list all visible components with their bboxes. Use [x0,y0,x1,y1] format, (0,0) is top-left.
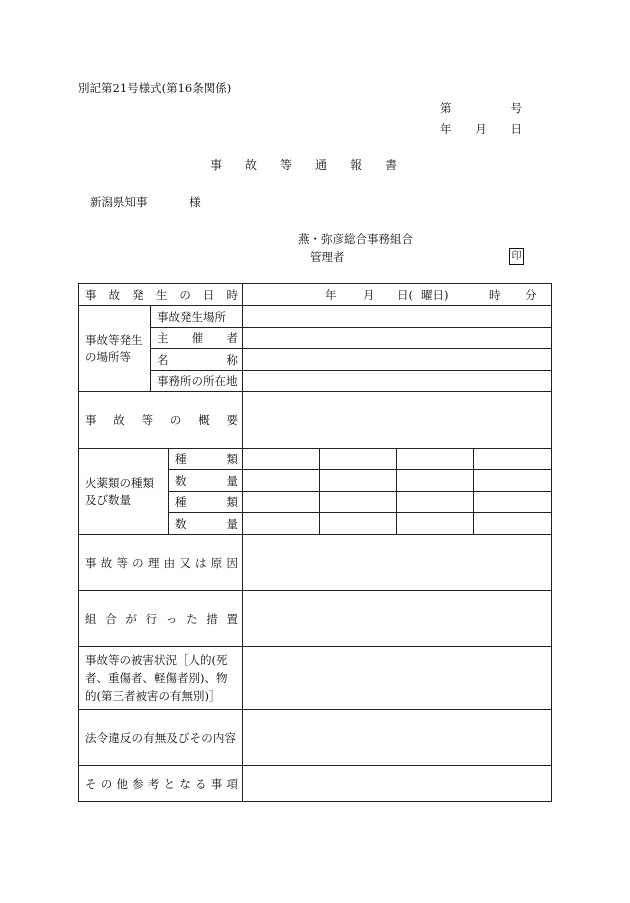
explosives-cell[interactable] [474,492,552,513]
explosives-row-label: 数量 [169,470,243,492]
location-row-value[interactable] [243,328,552,349]
explosives-cell[interactable] [397,470,474,492]
damage-label: 事故等の被害状況［人的(死者、重傷者、軽傷者別)、物的(第三者被害の有無別)］ [79,647,243,710]
explosives-group-label: 火薬類の種類及び数量 [79,449,169,535]
explosives-cell[interactable] [474,470,552,492]
explosives-row-label: 種類 [169,492,243,513]
summary-value[interactable] [243,392,552,449]
explosives-cell[interactable] [320,449,397,470]
explosives-cell[interactable] [397,492,474,513]
explosives-cell[interactable] [397,513,474,535]
report-table [78,283,552,802]
date-year: 年 [440,122,452,136]
location-row-value[interactable] [243,371,552,392]
summary-row [79,392,552,449]
document-date [440,121,522,137]
location-row-label: 名称 [151,349,243,371]
reason-label: 事故等の理由又は原因 [79,535,243,591]
manager-label: 管理者 [310,250,345,264]
reason-row [79,535,552,591]
explosives-cell[interactable] [243,449,320,470]
location-row-label: 主催者 [151,328,243,349]
datetime-value[interactable] [243,284,552,306]
seal-mark: 印 [509,248,524,265]
violation-row [79,710,552,766]
explosives-cell[interactable] [320,492,397,513]
location-row-value[interactable] [243,349,552,371]
measures-row [79,591,552,647]
location-row [79,306,552,328]
date-month: 月 [475,122,487,136]
dt-month: 月 [363,288,375,302]
number-prefix: 第 [440,101,452,115]
dt-day: 日( [397,288,413,302]
measures-value[interactable] [243,591,552,647]
explosives-cell[interactable] [243,470,320,492]
datetime-row [79,284,552,306]
summary-label: 事故等の概要 [79,392,243,449]
violation-label: 法令違反の有無及びその内容 [79,710,243,766]
explosives-cell[interactable] [474,449,552,470]
datetime-label: 事故発生の日時 [79,284,243,306]
form-label: 別記第21号様式(第16条関係) [78,81,232,95]
number-suffix: 号 [510,101,522,115]
violation-value[interactable] [243,710,552,766]
recipient [90,194,201,210]
recipient-honorific: 様 [189,195,201,209]
recipient-name: 新潟県知事 [90,195,148,209]
date-day: 日 [510,122,522,136]
explosives-cell[interactable] [320,470,397,492]
explosives-cell[interactable] [397,449,474,470]
explosives-row-label: 種類 [169,449,243,470]
explosives-cell[interactable] [320,513,397,535]
explosives-row-label: 数量 [169,513,243,535]
organization-name: 燕・弥彦総合事務組合 [298,232,413,246]
damage-row [79,647,552,710]
explosives-cell[interactable] [243,513,320,535]
location-row-value[interactable] [243,306,552,328]
dt-weekday: 曜日) [421,288,449,302]
explosives-cell[interactable] [243,492,320,513]
explosives-row [79,449,552,470]
location-row-label: 事務所の所在地 [151,371,243,392]
dt-year: 年 [325,288,337,302]
reason-value[interactable] [243,535,552,591]
location-group-label: 事故等発生の場所等 [79,306,151,392]
title-text: 事故等通報書 [209,158,420,172]
damage-value[interactable] [243,647,552,710]
other-label: その他参考となる事項 [79,766,243,802]
explosives-cell[interactable] [474,513,552,535]
dt-hour: 時 [489,288,501,302]
other-row [79,766,552,802]
document-title [0,156,630,173]
measures-label: 組合が行った措置 [79,591,243,647]
dt-minute: 分 [525,288,537,302]
location-row-label: 事故発生場所 [151,306,243,328]
other-value[interactable] [243,766,552,802]
document-number [440,100,522,116]
